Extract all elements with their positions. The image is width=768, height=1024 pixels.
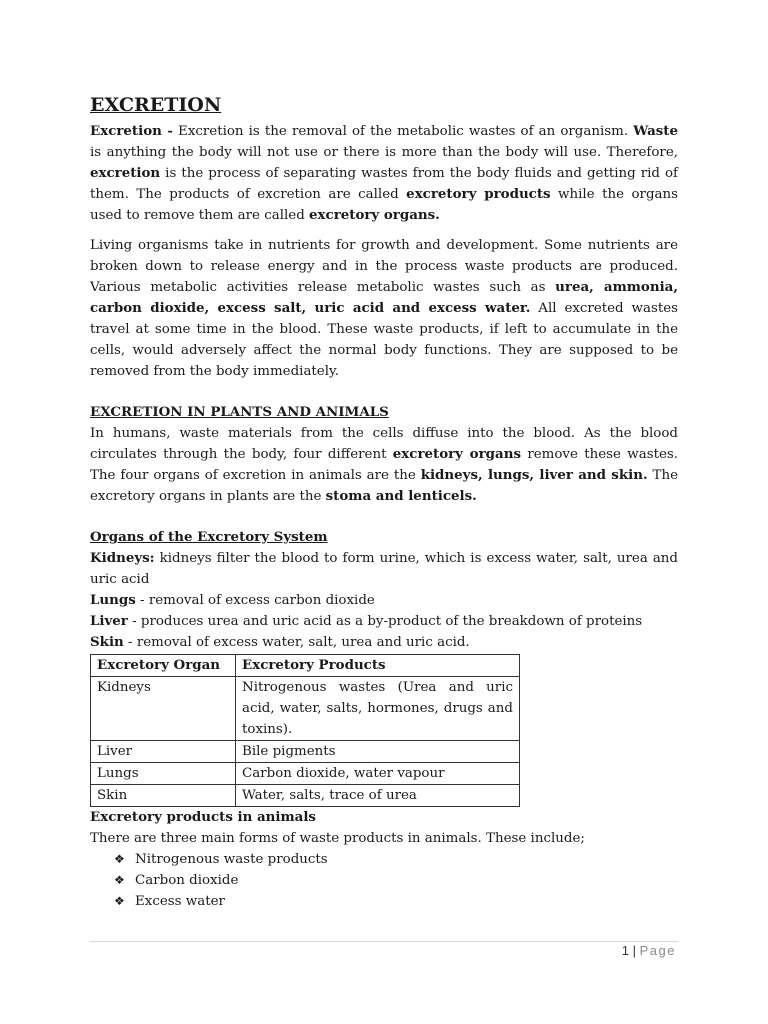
excretory-table	[90, 654, 520, 807]
list-item: ❖ Carbon dioxide	[114, 870, 678, 891]
document-page	[90, 92, 678, 912]
table-cell: Skin	[91, 785, 236, 807]
organ-item: Kidneys: kidneys filter the blood to form urine, which is excess water, salt, urea and uric acid	[90, 550, 678, 587]
table-header-row	[91, 655, 520, 677]
list-item: ❖ Nitrogenous waste products	[114, 849, 678, 870]
heading-organs: Organs of the Excretory System	[90, 529, 328, 545]
diamond-bullet-icon: ❖	[114, 852, 125, 866]
organ-item: Liver - produces urea and uric acid as a by-product of the breakdown of proteins	[90, 613, 643, 629]
footer-divider	[90, 941, 678, 942]
organ-item: Skin - removal of excess water, salt, urea and uric acid.	[90, 634, 470, 650]
organ-list	[90, 548, 678, 653]
page-title: EXCRETION	[90, 94, 222, 116]
table-row	[91, 763, 520, 785]
term-excretion: Excretion -	[90, 123, 173, 139]
table-cell: Bile pigments	[236, 741, 520, 763]
table-cell: Nitrogenous wastes (Urea and uric acid, water, salts, hormones, drugs and toxins).	[236, 677, 520, 741]
plants-animals-paragraph: In humans, waste materials from the cells diffuse into the blood. As the blood circulates through the body, four different excretory organs remove these wastes. The four organs of excretion in animals are the kidneys, lungs, liver and skin. The excretory organs in plants are the stoma and lenticels.	[90, 426, 678, 504]
intro-paragraph: Excretion - Excretion is the removal of the metabolic wastes of an organism. Waste is anything the body will not use or there is more than the body will use. Therefore, excretion is the process of separating wastes from the body fluids and getting rid of them. The products of excretion are called excretory products while the organs used to remove them are called excretory organs.	[90, 123, 679, 223]
waste-list	[90, 849, 678, 912]
table-cell: Lungs	[91, 763, 236, 785]
page-label: Page	[639, 943, 676, 958]
diamond-bullet-icon: ❖	[114, 873, 125, 887]
table-row	[91, 785, 520, 807]
heading-plants-animals: EXCRETION IN PLANTS AND ANIMALS	[90, 404, 389, 420]
table-cell: Liver	[91, 741, 236, 763]
organ-item: Lungs - removal of excess carbon dioxide	[90, 592, 375, 608]
table-row	[91, 677, 520, 741]
table-cell: Water, salts, trace of urea	[236, 785, 520, 807]
table-header-cell: Excretory Products	[236, 655, 520, 677]
list-item: ❖ Excess water	[114, 891, 678, 912]
excretory-products-text: There are three main forms of waste products in animals. These include;	[90, 831, 585, 846]
diamond-bullet-icon: ❖	[114, 894, 125, 908]
footer-separator: |	[632, 943, 636, 958]
page-footer	[622, 943, 676, 958]
heading-excretory-products: Excretory products in animals	[90, 809, 316, 825]
table-row	[91, 741, 520, 763]
page-number: 1	[621, 943, 629, 958]
table-cell: Kidneys	[91, 677, 236, 741]
metabolic-wastes-paragraph: Living organisms take in nutrients for growth and development. Some nutrients are broken down to release energy and in the process waste products are produced. Various metabolic activities release metabolic wastes such as urea, ammonia, carbon dioxide, excess salt, uric acid and excess water. All excreted wastes travel at some time in the blood. These waste products, if left to accumulate in the cells, would adversely affect the normal body functions. They are supposed to be removed from the body immediately.	[90, 238, 679, 379]
table-header-cell: Excretory Organ	[91, 655, 236, 677]
table-cell: Carbon dioxide, water vapour	[236, 763, 520, 785]
